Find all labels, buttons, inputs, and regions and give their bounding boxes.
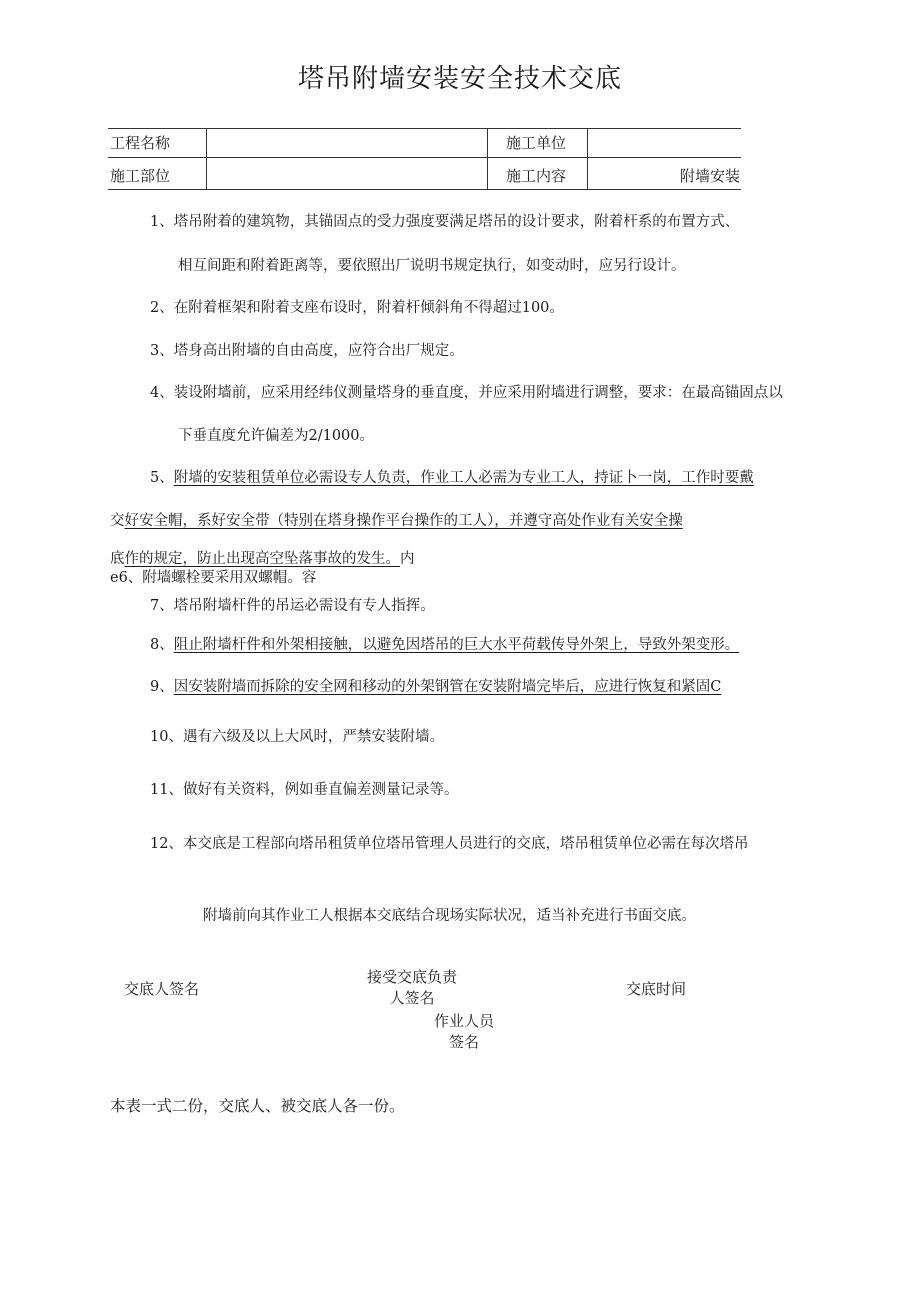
receiver-signature-label — [352, 966, 472, 1008]
item-5-line-2 — [110, 509, 683, 530]
receiver-label-line-2: 人签名 — [389, 989, 435, 1007]
item-1-line-1: 1、塔吊附着的建筑物，其锚固点的受力强度要满足塔吊的设计要求，附着杆系的布置方式、 — [150, 214, 740, 230]
item-5-text-1: 附墙的安装租赁单位必需设专人负责，作业工人必需为专业工人，持证卜一岗，工作时要戴 — [173, 470, 754, 486]
item-5-text-3: 作的规定，防止出现高空坠落事故的发生。 — [124, 551, 400, 567]
disclosure-time-label: 交底时间 — [626, 980, 687, 998]
item-8-number: 8、 — [150, 637, 174, 653]
construction-content-value: 附墙安装 — [680, 167, 741, 185]
item-12-line-1: 12、本交底是工程部向塔吊租赁单位塔吊管理人员进行的交底，塔吊租赁单位必需在每次塔吊 — [150, 836, 749, 852]
item-5-line-3-prefix: 底 — [110, 551, 125, 567]
table-divider — [487, 128, 488, 189]
item-5-number: 5、 — [150, 470, 174, 486]
construction-part-label: 施工部位 — [110, 167, 171, 185]
page-title: 塔吊附墙安装安全技术交底 — [297, 64, 622, 94]
item-8 — [150, 633, 739, 654]
item-5-line-1 — [150, 466, 754, 487]
receiver-label-line-1: 接受交底负责 — [366, 968, 457, 986]
table-divider — [206, 128, 207, 189]
item-12-line-2: 附墙前向其作业工人根据本交底结合现场实际状况，适当补充进行书面交底。 — [203, 908, 696, 924]
table-top-border — [108, 128, 741, 129]
project-name-label: 工程名称 — [110, 134, 171, 152]
item-4-line-2: 下垂直度允许偏差为2/1000。 — [178, 428, 375, 444]
item-8-text: 阻止附墙杆件和外架相接触，以避免因塔吊的巨大水平荷载传导外架上，导致外架变形。 — [173, 637, 740, 653]
item-7: 7、塔吊附墙杆件的吊运必需设有专人指挥。 — [150, 598, 435, 614]
workers-signature-label — [404, 1010, 524, 1052]
table-divider — [587, 128, 588, 189]
item-5-text-2: 好安全帽，系好安全带（特别在塔身操作平台操作的工人），并遵守高处作业有关安全操 — [124, 513, 683, 529]
item-9-number: 9、 — [150, 679, 174, 695]
table-bottom-border — [108, 189, 741, 190]
item-5-line-3 — [110, 547, 415, 568]
item-9-text: 因安装附墙而拆除的安全网和移动的外架钢管在安装附墙完毕后，应进行恢复和紧固C — [173, 679, 722, 695]
discloser-signature-label: 交底人签名 — [124, 980, 200, 998]
item-10: 10、遇有六级及以上大风时，严禁安装附墙。 — [150, 729, 444, 745]
item-4-line-1: 4、装设附墙前，应采用经纬仪测量塔身的垂直度，并应采用附墙进行调整，要求：在最高锚固点以 — [150, 385, 783, 401]
workers-label-line-2: 签名 — [448, 1033, 479, 1051]
item-6: e6、附墙螺栓要采用双螺帽。容 — [110, 570, 317, 586]
item-1-line-2: 相互间距和附着距离等，要依照出厂说明书规定执行，如变动时，应另行设计。 — [178, 258, 686, 274]
footer-note: 本表一式二份，交底人、被交底人各一份。 — [110, 1097, 405, 1115]
table-middle-border — [108, 157, 741, 158]
workers-label-line-1: 作业人员 — [433, 1012, 494, 1030]
item-5-line-2-prefix: 交 — [110, 513, 125, 529]
construction-content-label: 施工内容 — [506, 167, 567, 185]
item-2: 2、在附着框架和附着支座布设时，附着杆倾斜角不得超过100。 — [150, 300, 564, 316]
item-5-line-3-tail: 内 — [400, 551, 415, 567]
item-3: 3、塔身高出附墙的自由高度，应符合出厂规定。 — [150, 343, 464, 359]
item-9 — [150, 675, 721, 696]
item-11: 11、做好有关资料，例如垂直偏差测量记录等。 — [150, 782, 459, 798]
construction-unit-label: 施工单位 — [506, 134, 567, 152]
